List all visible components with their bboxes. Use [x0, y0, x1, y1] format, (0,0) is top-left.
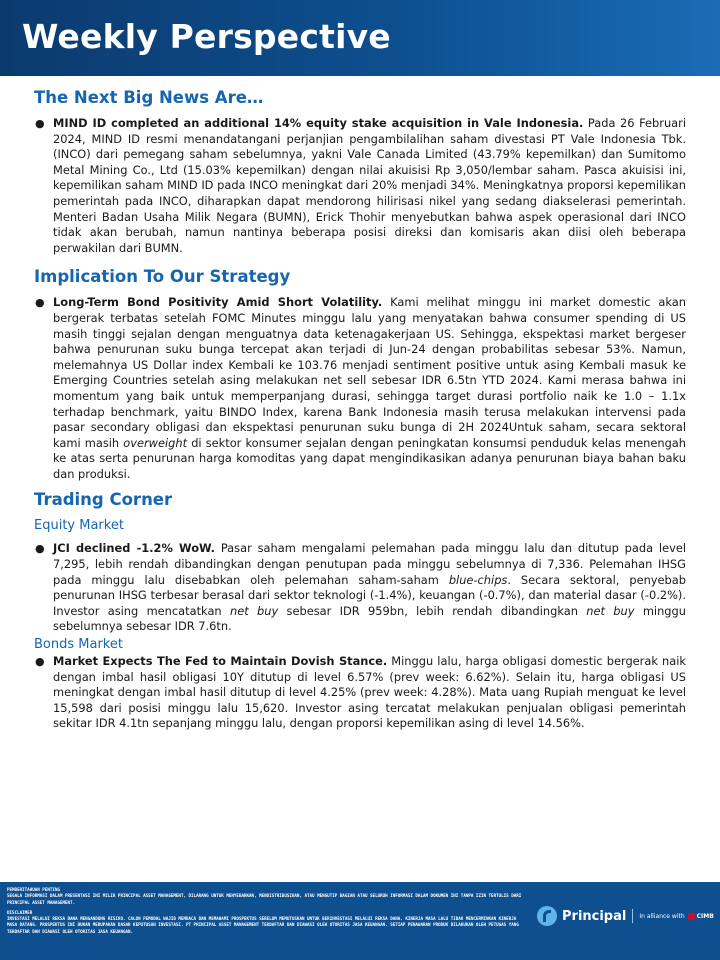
page-header [0, 0, 720, 76]
alliance-label [639, 913, 713, 920]
equity-body-2: . Secara sektoral, penyebab penurunan IHSG terbesar berasal dari sektor teknologi (-1.4%), keuangan (-0.7%), dan material dasar (-0.2%). Investor asing mencatatkan [53, 572, 686, 618]
news-item [34, 116, 686, 256]
footer-text [7, 887, 522, 935]
bonds-item [34, 654, 686, 732]
bonds-body: Minggu lalu, harga obligasi domestic bergerak naik dengan imbal hasil obligasi 10Y ditutup di level 6.57% (prev week: 6.62%). Selain itu, harga obligasi US meningkat dengan imbal hasil ditutup di level 4.25% (prev week: 4.28%). Mata uang Rupiah menguat ke level 15,598 dari posisi minggu lalu 15,620. Investor asing tercatat melakukan penjualan obligasi pemerintah sekitar IDR 4.1tn sepanjang minggu lalu, dengan proporsi kepemilikan asing di level 14.56%. [53, 654, 686, 731]
cimb-logo-icon [688, 913, 695, 920]
bonds-lead: Market Expects The Fed to Maintain Dovish Stance. [53, 654, 388, 669]
bullet-icon: ● [35, 296, 45, 310]
strategy-item [34, 295, 686, 482]
principal-logo [537, 906, 714, 926]
bullet-icon: ● [35, 117, 45, 130]
logo-divider [632, 909, 633, 923]
equity-item [34, 541, 686, 635]
alliance-text: In alliance with [639, 912, 685, 920]
equity-body-3: sebesar IDR 959bn, lebih rendah dibandingkan [278, 603, 587, 618]
equity-italic-1: blue-chips [448, 572, 508, 587]
strategy-body-1: Kami melihat minggu ini market domestic akan bergerak terbatas setelah FOMC Minutes minggu lalu yang menyatakan bahwa consumer spending di US masih tinggi sejalan dengan menguatnya data ketenagakerjaan US. Sehingga, ekspektasi market bergeser bahwa penurunan suku bunga tercepat akan terjadi di Jun-24 dengan probabilitas sebesar 53%. Namun, melemahnya US Dollar index Kembali ke 103.76 menjadi sentiment positive untuk asing Kembali masuk ke Emerging Countries setelah asing melakukan net sell sebesar IDR 6.5tn YTD 2024. Kami merasa bahwa ini momentum yang baik untuk memperpanjang durasi, sehingga target durasi portfolio naik ke 1.0 – 1.1x terhadap benchmark, yaitu BINDO Index, karena Bank Indonesia masih terusa melakukan intervensi pada pasar secondary obligasi dan ekspektasi penurunan suku bunga di 2H 2024Untuk saham, secara sektoral kami masih [53, 295, 687, 450]
equity-lead: JCI declined -1.2% WoW. [53, 541, 216, 556]
disclaimer-text: INVESTASI MELALUI REKSA DANA MENGANDUNG RISIKO. CALON PEMODAL WAJIB MEMBACA DAN MEMAHAMI PROSPEKTUS SEBELUM MEMUTUSKAN UNTUK BERINVESTASI MELALUI REKSA DANA. KINERJA MASA LALU TIDAK MENCERMINKAN KINERJA MASA DATANG. PROSPEKTUS INI BUKAN MERUPAKAN DASAR KEPUTUSAN INVESTASI. PT PRINCIPAL ASSET MANAGEMENT TERDAFTAR DAN DIAWASI OLEH OTORITAS JASA KEUANGAN. SETIAP PENAWARAN PRODUK DILAKUKAN OLEH PETUGAS YANG TERDAFTAR DAN DIAWASI OLEH OTORITAS JASA KEUANGAN. [7, 916, 519, 934]
cimb-text: CIMB [696, 912, 714, 920]
notice-title: PEMBERITAHUAN PENTING [7, 887, 60, 892]
news-lead: MIND ID completed an additional 14% equity stake acquisition in Vale Indonesia. [53, 116, 584, 130]
main-content [34, 88, 686, 732]
logo-name: Principal [562, 908, 627, 924]
subheading-bonds: Bonds Market [34, 637, 123, 653]
page-title: Weekly Perspective [22, 17, 391, 56]
notice-text: SEGALA INFORMASI DALAM PRESENTASI INI MILIK PRINCIPAL ASSET MANAGEMENT, DILARANG UNTUK MENYEBARKAN, MENDISTRIBUSIKAN, ATAU MENGUTIP BAGIAN ATAU SELURUH INFORMASI DALAM DOKUMEN INI TANPA IZIN TERTULIS DARI PRINCIPAL ASSET MANAGEMENT. [7, 893, 522, 905]
principal-logo-icon [537, 906, 557, 926]
equity-italic-2: net buy [229, 603, 279, 618]
section-heading-news: The Next Big News Are… [34, 88, 264, 107]
bullet-icon: ● [35, 655, 45, 669]
subheading-equity: Equity Market [34, 518, 124, 534]
equity-italic-3: net buy [586, 603, 635, 618]
strategy-italic: overweight [123, 435, 188, 450]
equity-body-1: Pasar saham mengalami pelemahan pada minggu lalu dan ditutup pada level 7,295, lebih rendah dibandingkan dengan penutupan pada minggu sebelumnya di 7,336. Pelemahan IHSG pada minggu lalu disebabkan oleh pelemahan saham-saham [53, 541, 686, 587]
section-heading-strategy: Implication To Our Strategy [34, 267, 291, 287]
strategy-body-2: di sektor konsumer sejalan dengan peningkatan konsumsi penduduk kelas menengah ke atas serta penurunan harga komoditas yang dapat mengindikasikan adanya penurunan biaya bahan baku dan produksi. [53, 435, 686, 481]
bullet-icon: ● [35, 542, 45, 556]
strategy-lead: Long-Term Bond Positivity Amid Short Volatility. [53, 295, 383, 310]
disclaimer-title: DISCLAIMER [7, 909, 33, 915]
section-heading-trading: Trading Corner [34, 490, 173, 510]
news-body: Pada 26 Februari 2024, MIND ID resmi menandatangani perjanjian pengambilalihan saham divestasi PT Vale Indonesia Tbk. (INCO) dari pemegang saham sebelumnya, yakni Vale Canada Limited (43.79% kepemilkan) dan Sumitomo Metal Mining Co., Ltd (15.03% kepemilkan) dengan nilai akuisisi Rp 3,050/lembar saham. Pasca akuisisi ini, kepemilikan saham MIND ID pada INCO meningkat dari 20% menjadi 34%. Meningkatnya proporsi kepemilikan pemerintah pada INCO, diharapkan dapat mendorong hilirisasi nikel yang sedang diakselerasi pemerintah. Menteri Badan Usaha Milik Negara (BUMN), Erick Thohir menyebutkan bahwa aspek operasional dari INCO tidak akan berubah, namun nantinya beberapa posisi direksi dan komisaris akan diisi oleh beberapa perwakilan dari BUMN. [53, 116, 686, 255]
equity-body-4: minggu sebelumnya sebesar IDR 7.6tn. [53, 603, 686, 634]
